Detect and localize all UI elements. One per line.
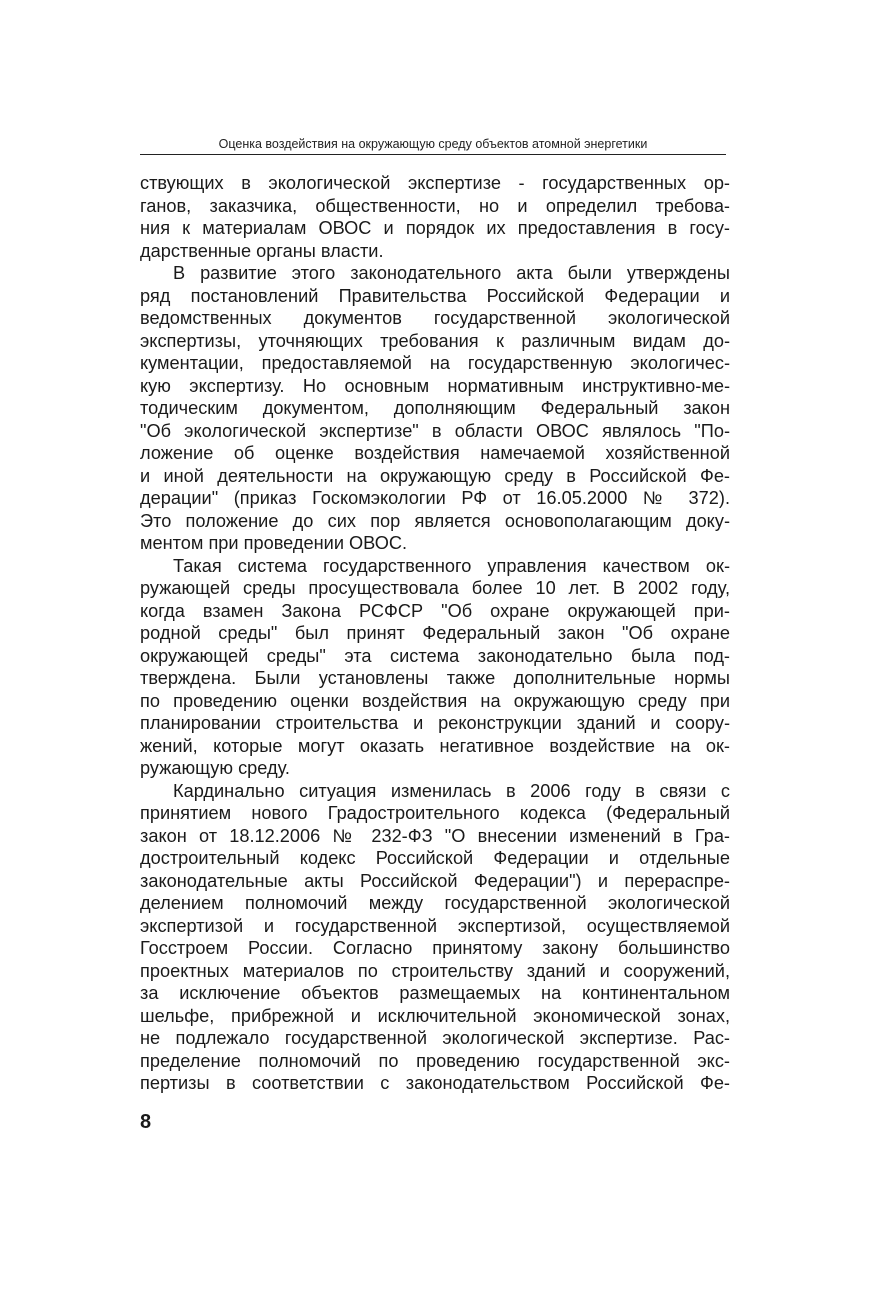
text-line: ведомственных документов государственной экологической (140, 308, 730, 328)
text-line: принятием нового Градостроительного кодекса (Федеральный (140, 803, 730, 823)
text-line: Кардинально ситуация изменилась в 2006 году в связи с (173, 780, 730, 801)
text-line: ряд постановлений Правительства Российской Федерации и (140, 285, 730, 306)
text-line: ганов, заказчика, общественности, но и определил требова- (140, 195, 730, 216)
text-line: законодательные акты Российской Федерации") и перераспре- (140, 870, 730, 891)
text-line: родной среды" был принят Федеральный закон "Об охране (140, 623, 730, 643)
text-line: достроительный кодекс Российской Федерации и отдельные (140, 848, 730, 868)
text-line: экспертизой и государственной экспертизой, осуществляемой (140, 915, 730, 936)
text-line: дарственные органы власти. (140, 240, 384, 261)
text-line: ния к материалам ОВОС и порядок их предоставления в госу- (140, 218, 730, 238)
text-line: ментом при проведении ОВОС. (140, 533, 408, 553)
text-line: шельфе, прибрежной и исключительной экономической зонах, (140, 1005, 730, 1026)
text-line: закон от 18.12.2006 № 232-ФЗ "О внесении изменений в Гра- (140, 825, 730, 846)
text-line: не подлежало государственной экологической экспертизе. Рас- (140, 1028, 730, 1048)
header-rule (140, 154, 726, 155)
text-line: тверждена. Были установлены также дополнительные нормы (140, 668, 730, 688)
text-line: когда взамен Закона РСФСР "Об охране окружающей при- (140, 600, 730, 621)
text-line: кументации, предоставляемой на государственную экологичес- (140, 353, 730, 373)
text-line: окружающей среды" эта система законодательно была под- (140, 645, 730, 666)
body-text (140, 172, 730, 1095)
text-line: экспертизы, уточняющих требования к различным видам до- (140, 330, 730, 351)
text-line: ствующих в экологической экспертизе - государственных ор- (140, 173, 730, 193)
page-number: 8 (140, 1111, 152, 1133)
text-line: Такая система государственного управления качеством ок- (173, 555, 730, 576)
text-line: В развитие этого законодательного акта были утверждены (173, 263, 730, 283)
text-line: Это положение до сих пор является основополагающим доку- (140, 510, 730, 531)
text-line: ружающую среду. (140, 758, 290, 778)
text-line: пертизы в соответствии с законодательством Российской Фе- (140, 1073, 730, 1093)
text-line: Госстроем России. Согласно принятому закону большинство (140, 938, 730, 958)
text-line: по проведению оценки воздействия на окружающую среду при (140, 690, 730, 711)
running-header: Оценка воздействия на окружающую среду объектов атомной энергетики (218, 137, 648, 151)
text-line: тодическим документом, дополняющим Федеральный закон (140, 398, 730, 418)
text-line: планировании строительства и реконструкции зданий и соору- (140, 713, 730, 733)
text-line: дерации" (приказ Госкомэкологии РФ от 16.05.2000 № 372). (140, 488, 730, 508)
text-line: ружающей среды просуществовала более 10 лет. В 2002 году, (140, 578, 730, 598)
text-line: жений, которые могут оказать негативное воздействие на ок- (140, 735, 730, 756)
text-line: и иной деятельности на окружающую среду в Российской Фе- (140, 465, 730, 486)
text-line: кую экспертизу. Но основным нормативным инструктивно-ме- (140, 375, 730, 396)
text-line: за исключение объектов размещаемых на континентальном (140, 983, 730, 1003)
text-line: "Об экологической экспертизе" в области ОВОС являлось "По- (140, 420, 730, 441)
text-line: пределение полномочий по проведению государственной экс- (140, 1050, 730, 1071)
text-line: проектных материалов по строительству зданий и сооружений, (140, 960, 730, 981)
text-line: ложение об оценке воздействия намечаемой хозяйственной (140, 443, 730, 463)
text-line: делением полномочий между государственной экологической (140, 893, 730, 913)
